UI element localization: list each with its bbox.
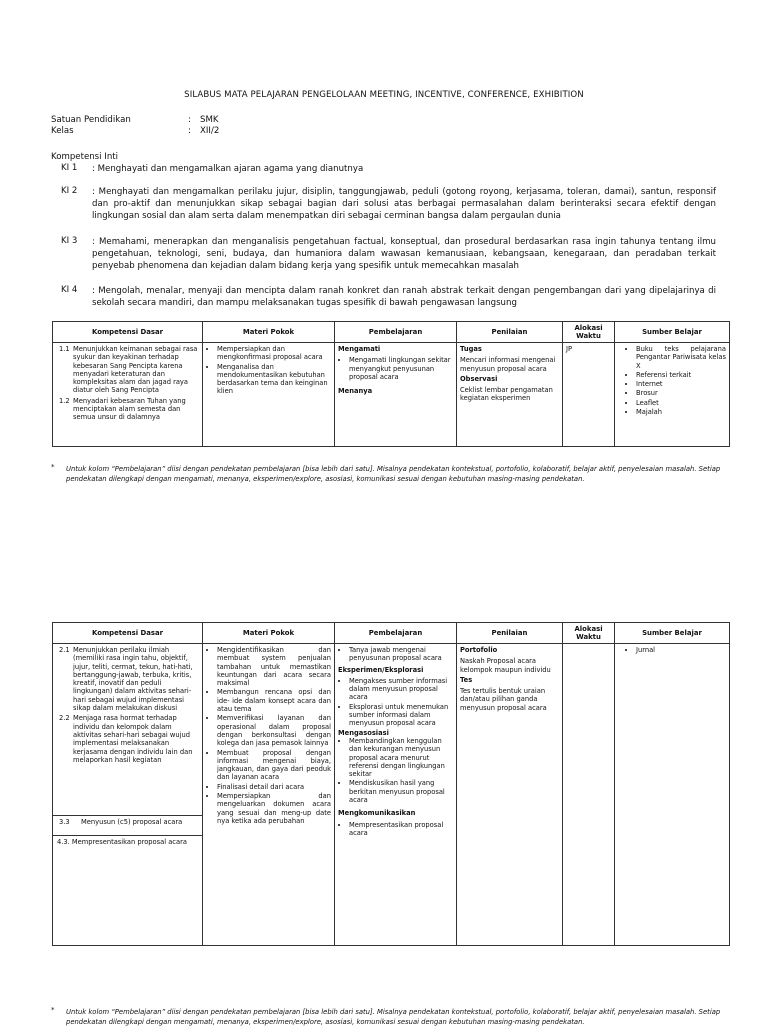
ki2-label: KI 2: [61, 186, 78, 196]
meta-value-satuan: SMK: [200, 115, 219, 125]
header-kompetensi-dasar: Kompetensi Dasar: [53, 322, 203, 343]
list-item: • Membuat proposal dengan informasi mengenai biaya, jangkauan, dan gaya dari peoduk dan layanan acara: [217, 749, 331, 782]
list-item: • Finalisasi detail dari acara: [217, 783, 331, 791]
header-penilaian: Penilaian: [457, 322, 563, 343]
list-item: • Mempersiapkan dan mengkonfirmasi proposal acara: [217, 345, 331, 362]
kd-cell: [53, 836, 203, 946]
materi-cell: [203, 644, 335, 946]
penilaian-heading: Tugas: [460, 345, 482, 353]
table-row: [53, 343, 730, 447]
list-item: • Eksplorasi untuk menemukan sumber informasi dalam menyusun proposal acara: [349, 703, 453, 728]
footnote-star: *: [51, 1006, 55, 1014]
pembelajaran-cell: [335, 343, 457, 447]
ki2-text: : Menghayati dan mengamalkan perilaku jujur, disiplin, tanggungjawab, peduli (gotong royong, kerjasama, toleran, damai), santun, responsif dan pro-aktif dan menunjukkan sikap sebagai bagian dari solusi atas berbagai permasalahan dalam berinteraksi secara efektif dengan lingkungan sosial dan alam serta dalam menempatkan diri sebagai cerminan bangsa dalam pergaulan dunia: [92, 187, 716, 222]
header-sumber-belajar: Sumber Belajar: [615, 623, 730, 644]
header-alokasi-waktu: Alokasi Waktu: [563, 322, 615, 343]
kd-number: 3.3: [59, 818, 70, 826]
kd-text: Menyusun (c5) proposal acara: [81, 818, 183, 826]
list-item: • Brosur: [636, 389, 726, 397]
header-pembelajaran: Pembelajaran: [335, 322, 457, 343]
syllabus-table-1: [52, 321, 730, 447]
table-header-row: [53, 322, 730, 343]
kd-item: [59, 714, 199, 764]
alokasi-cell: [563, 644, 615, 946]
sumber-cell: [615, 343, 730, 447]
header-materi-pokok: Materi Pokok: [203, 322, 335, 343]
list-item: • Mendiskusikan hasil yang berkitan menyusun proposal acara: [349, 779, 453, 804]
list-item: • Memverifikasi layanan dan operasional dalam proposal dengan berkonsultasi dengan kolega dan jasa pemasok lainnya: [217, 714, 331, 747]
kd-number: 1.2: [59, 396, 70, 405]
meta-sep-kelas: :: [188, 126, 191, 136]
ki1-text: : Menghayati dan mengamalkan ajaran agama yang dianutnya: [92, 164, 364, 174]
pembelajaran-heading: Mengamati: [338, 345, 381, 353]
penilaian-cell: [457, 644, 563, 946]
kd-text: Menyadari kebesaran Tuhan yang menciptakan alam semesta dan semua unsur di dalamnya: [73, 396, 186, 422]
syllabus-table-2: [52, 622, 730, 946]
penilaian-text: Ceklist lembar pengamatan kegiatan eksperimen: [460, 386, 553, 403]
kd-number: 2.2: [59, 714, 70, 723]
list-item: • Membandingkan kenggulan dan kekurangan menyusun proposal acara menurut referensi dengan lingkungan sekitar: [349, 737, 453, 778]
kd-cell: [53, 644, 203, 816]
ki4-label: KI 4: [61, 285, 78, 295]
penilaian-heading: Tes: [460, 675, 473, 684]
penilaian-cell: [457, 343, 563, 447]
meta-label-satuan: Satuan Pendidikan: [51, 115, 131, 125]
footnote-1: Untuk kolom “Pembelajaran” diisi dengan pendekatan pembelajaran [bisa lebih dari satu]. Misalnya pendekatan kontekstual, portofolio, kolaboratif, belajar aktif, penyelesaian masalah. Setiap pendekatan dilengkapi dengan mengamati, menanya, eksperimen/explore, asosiasi, komunikasi sesuai dengan kebutuhan masing-masing pendekatan.: [66, 465, 721, 483]
sumber-cell: [615, 644, 730, 946]
header-materi-pokok: Materi Pokok: [203, 623, 335, 644]
footnote-2: Untuk kolom “Pembelajaran” diisi dengan pendekatan pembelajaran [bisa lebih dari satu]. Misalnya pendekatan kontekstual, portofolio, kolaboratif, belajar aktif, penyelesaian masalah. Setiap pendekatan dilengkapi dengan mengamati, menanya, eksperimen/explore, asosiasi, komunikasi sesuai dengan kebutuhan masing-masing pendekatan.: [66, 1008, 721, 1026]
list-item: • Majalah: [636, 408, 726, 416]
penilaian-heading: Portofolio: [460, 646, 498, 654]
kd-text: Menjaga rasa hormat terhadap individu dan kelompok dalam aktivitas sehari-hari sebagai wujud implementasi melaksanakan kerjasama dengan individu lain dan melaporkan hasil kegiatan: [73, 714, 193, 764]
pembelajaran-heading: Eksperimen/Eksplorasi: [338, 665, 424, 674]
list-item: • Mempersiapkan dan mengeluarkan dokumen acara yang sesuai dan meng-up date nya ketika ada perubahan: [217, 792, 331, 825]
header-pembelajaran: Pembelajaran: [335, 623, 457, 644]
penilaian-text: Tes tertulis bentuk uraian dan/atau pilihan ganda menyusun proposal acara: [460, 687, 547, 712]
ki4-text: : Mengolah, menalar, menyaji dan mencipta dalam ranah konkret dan ranah abstrak terkait dengan pengembangan dari yang dipelajarinya di sekolah secara mandiri, dan mampu melaksanakan tugas spesifik di bawah pengawasan langsung: [92, 286, 716, 309]
ki3-label: KI 3: [61, 236, 78, 246]
kd-text: Menunjukkan perilaku ilmiah (memiliki rasa ingin tahu, objektif, jujur, teliti, cermat, tekun, hati-hati, bertanggung-jawab, terbuka, kritis, kreatif, inovatif dan peduli lingkungan) dalam aktivitas sehari-hari sebagai wujud implementasi sikap dalam melakukan diskusi: [73, 646, 193, 713]
list-item: • Mengamati lingkungan sekitar menyangkut penyusunan proposal acara: [349, 356, 453, 381]
kd-number: 2.1: [59, 646, 70, 654]
list-item: • Internet: [636, 380, 726, 388]
list-item: • Leaflet: [636, 399, 726, 407]
pembelajaran-heading: Mengasosiasi: [338, 728, 389, 737]
ki1-label: KI 1: [61, 163, 78, 173]
meta-label-kelas: Kelas: [51, 126, 74, 136]
list-item: • Buku teks pelajarana Pengantar Pariwisata kelas X: [636, 345, 726, 370]
list-item: • Referensi terkait: [636, 371, 726, 379]
list-item: • Menganalisa dan mendokumentasikan kebutuhan berdasarkan tema dan keinginan klien: [217, 363, 331, 396]
ki-heading: Kompetensi Inti: [51, 152, 119, 162]
pembelajaran-heading: Menanya: [338, 387, 373, 396]
pembelajaran-cell: [335, 644, 457, 946]
header-kompetensi-dasar: Kompetensi Dasar: [53, 623, 203, 644]
kd-text: 4.3. Mempresentasikan proposal acara: [57, 838, 187, 846]
kd-text: Menunjukkan keimanan sebagai rasa syukur dan keyakinan terhadap kebesaran Sang Pencipta karena menyadari keteraturan dan kompleksitas alam dan jagad raya diatur oleh Sang Pencipta: [73, 345, 198, 395]
list-item: • Jurnal: [636, 646, 726, 654]
kd-item: [59, 397, 199, 422]
kd-cell: [53, 343, 203, 447]
meta-value-kelas: XII/2: [200, 126, 220, 136]
header-alokasi-waktu: Alokasi Waktu: [563, 623, 615, 644]
table-row: [53, 644, 730, 816]
footnote-star: *: [51, 463, 55, 471]
kd-item: [59, 818, 199, 826]
kd-item: [59, 646, 199, 712]
list-item: • Mengakses sumber informasi dalam menyusun proposal acara: [349, 677, 453, 702]
alokasi-value: JP: [566, 345, 573, 353]
kd-cell: [53, 816, 203, 836]
kd-number: 1.1: [59, 345, 70, 353]
alokasi-cell: [563, 343, 615, 447]
list-item: • Mengidentifikasikan dan membuat system penjualan tambahan untuk memastikan keuntungan dari acara secara maksimal: [217, 646, 331, 687]
list-item: • Mempresentasikan proposal acara: [349, 821, 453, 838]
kd-item: [59, 345, 199, 395]
ki3-text: : Memahami, menerapkan dan menganalisis pengetahuan factual, konseptual, dan prosedural berdasarkan rasa ingin tahunya tentang ilmu pengetahuan, teknologi, seni, budaya, dan humaniora dalam wawasan kemanusiaan, kebangsaan, kenegaraan, dan peradaban terkait penyebab phenomena dan kejadian dalam bidang kerja yang spesifik untuk memecahkan masalah: [92, 237, 716, 272]
pembelajaran-heading: Mengkomunikasikan: [338, 809, 416, 818]
list-item: • Tanya jawab mengenai penyusunan proposal acara: [349, 646, 453, 663]
penilaian-text: Mencari informasi mengenai menyusun proposal acara: [460, 356, 556, 373]
document-title: SILABUS MATA PELAJARAN PENGELOLAAN MEETING, INCENTIVE, CONFERENCE, EXHIBITION: [184, 90, 584, 100]
meta-sep-satuan: :: [188, 115, 191, 125]
table-header-row: [53, 623, 730, 644]
header-penilaian: Penilaian: [457, 623, 563, 644]
list-item: • Membangun rencana opsi dan ide- ide dalam konsept acara dan atau tema: [217, 688, 331, 713]
penilaian-heading: Observasi: [460, 374, 498, 383]
penilaian-text: Naskah Proposal acara kelompok maupun individu: [460, 657, 551, 674]
materi-cell: [203, 343, 335, 447]
header-sumber-belajar: Sumber Belajar: [615, 322, 730, 343]
